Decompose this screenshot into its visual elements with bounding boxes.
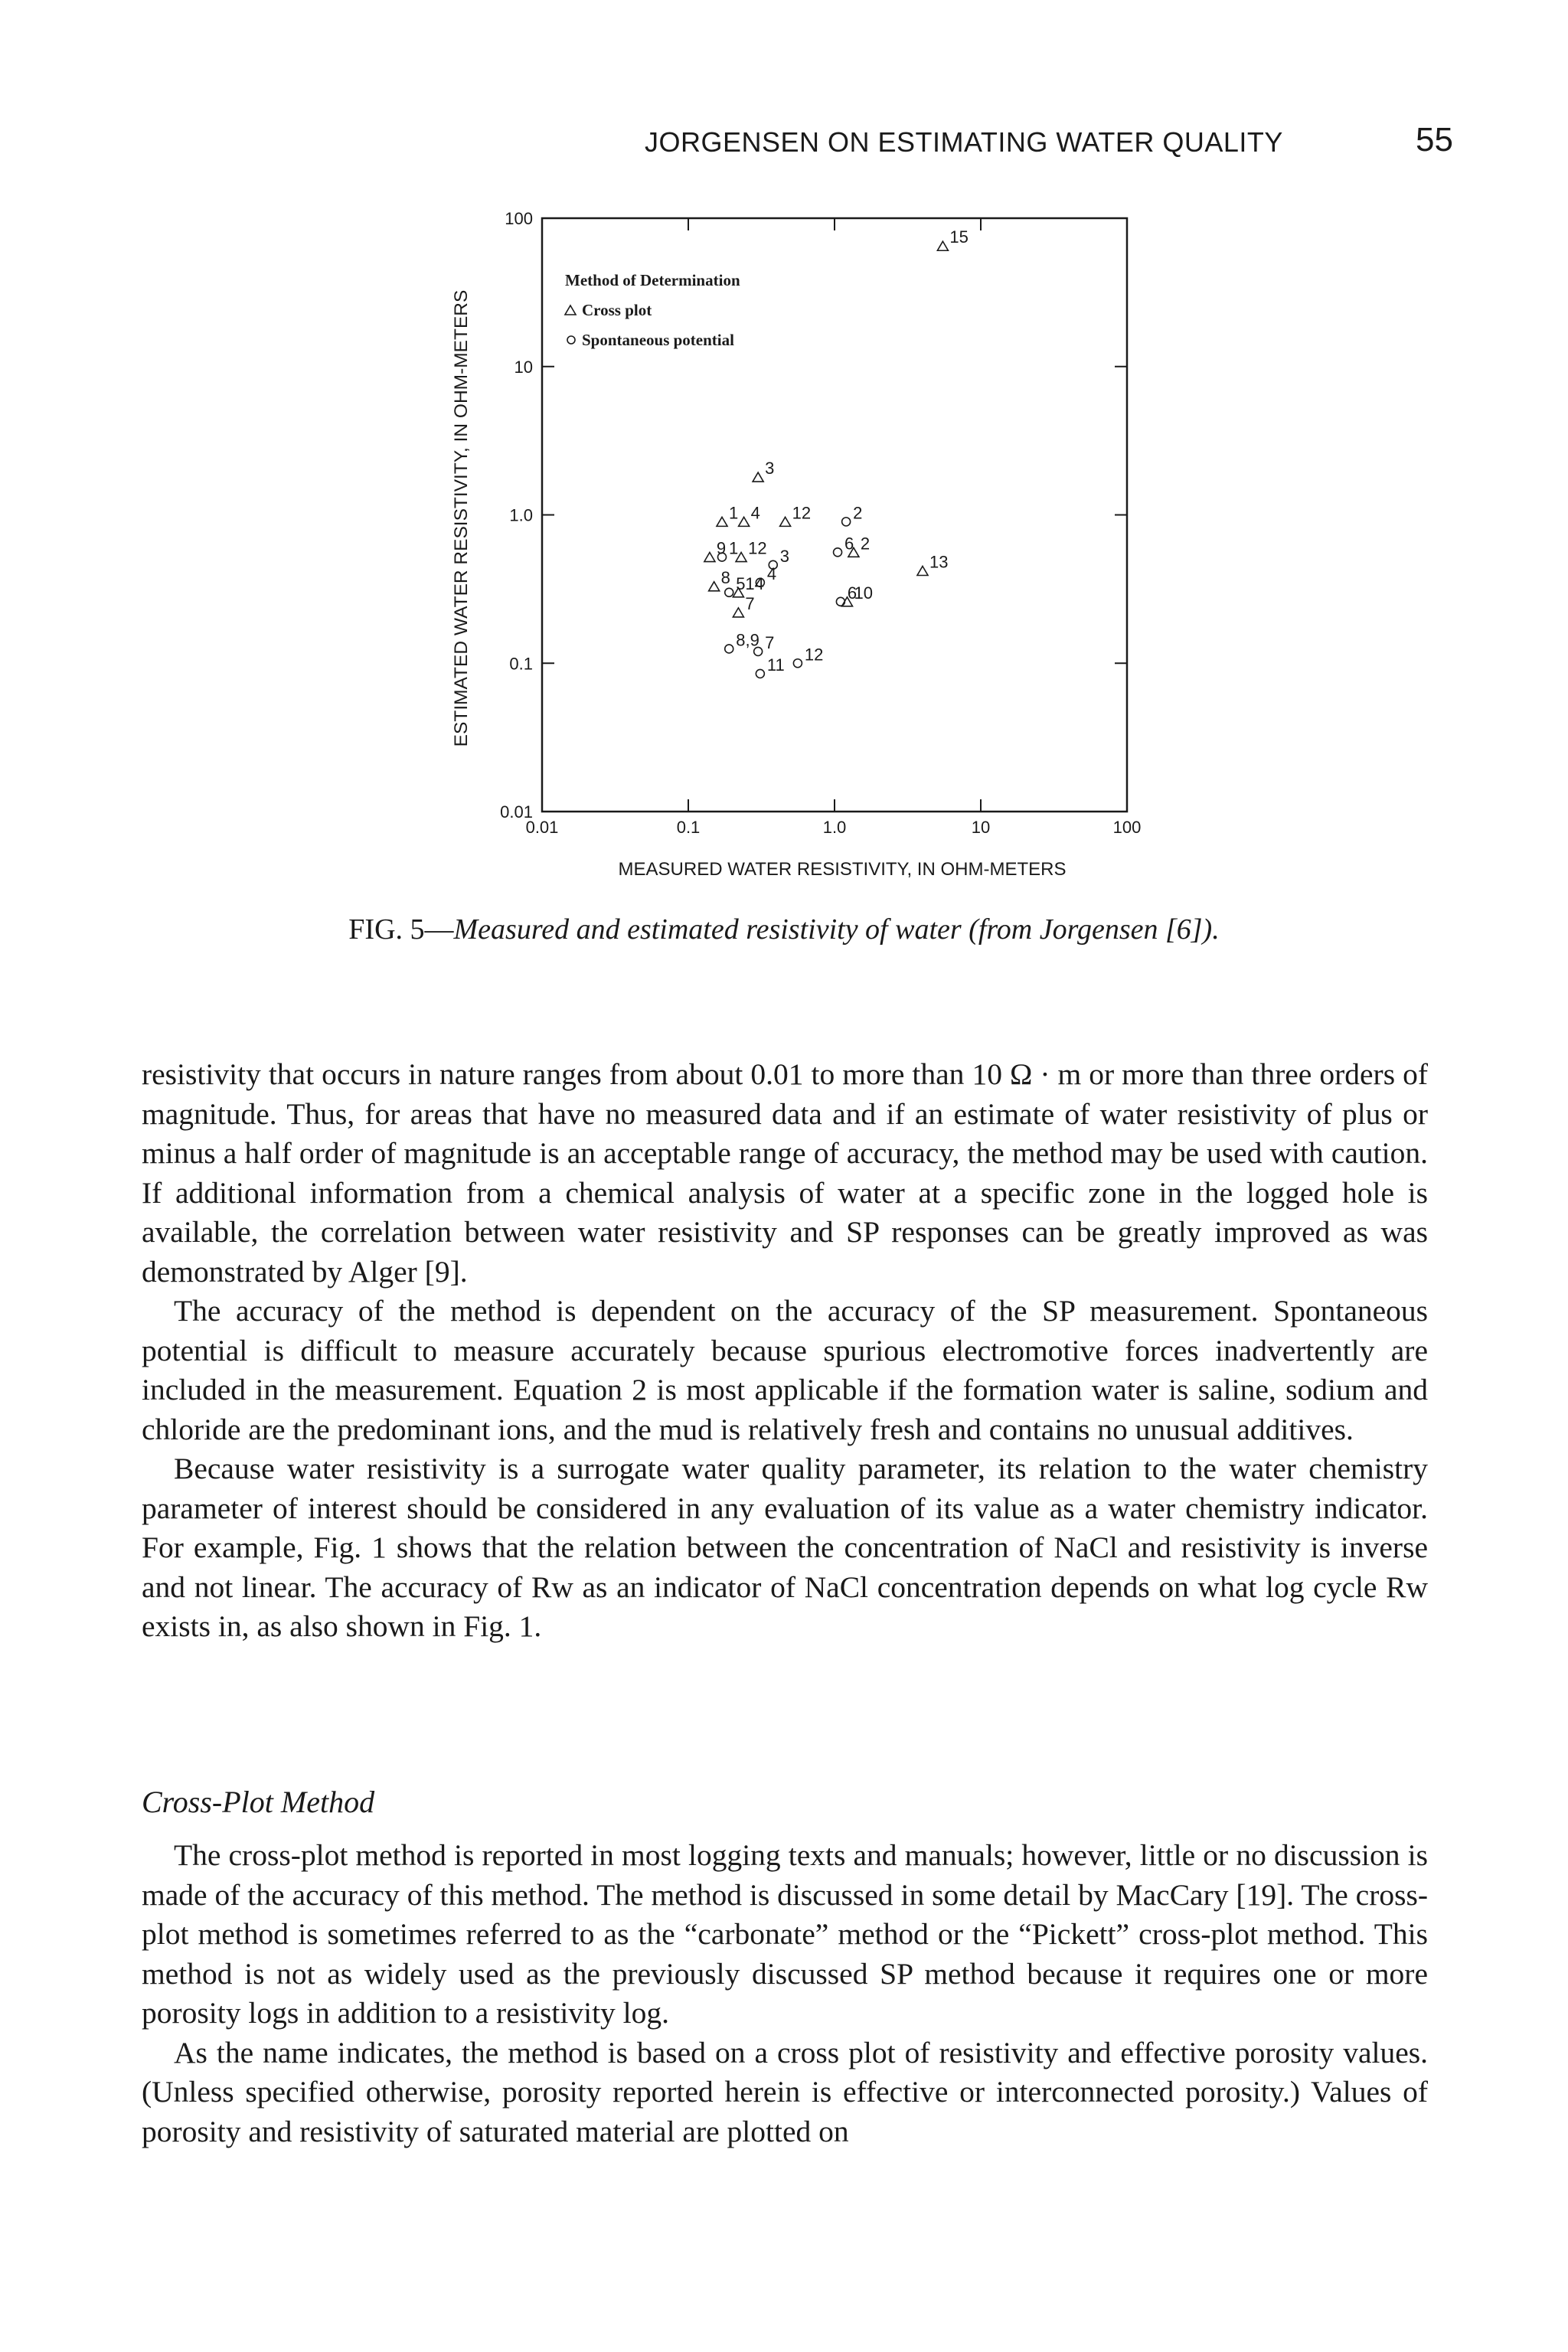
legend-entry-cross-plot: Cross plot bbox=[582, 301, 652, 319]
legend-triangle-icon bbox=[565, 305, 576, 315]
legend-title: Method of Determination bbox=[565, 271, 740, 289]
spontaneous-potential-point bbox=[834, 548, 842, 557]
cross-plot-point bbox=[704, 553, 715, 562]
x-tick-label: 0.01 bbox=[525, 818, 559, 837]
data-points bbox=[704, 227, 969, 678]
figure-caption bbox=[0, 913, 1568, 946]
point-label: 1 bbox=[729, 503, 739, 523]
paragraph: Because water resistivity is a surrogate water quality parameter, its relation to the water chemistry parameter of interest should be considered in any evaluation of its value as a water chemistry indicator. For example, Fig. 1 shows that the relation between the concentration of NaCl and resistivity is inverse and not linear. The accuracy of Rw as an indicator of NaCl concentration depends on what log cycle Rw exists in, as also shown in Fig. 1. bbox=[142, 1452, 1428, 1643]
x-tick-label: 10 bbox=[971, 818, 991, 837]
spontaneous-potential-point bbox=[756, 669, 764, 678]
point-label: 12 bbox=[804, 645, 824, 665]
paragraph: As the name indicates, the method is based on a cross plot of resistivity and effective porosity values. (Unless specified otherwise, porosity reported herein is effective or interconnected porosity.) Values of porosity and resistivity of saturated material are plotted on bbox=[142, 2035, 1428, 2148]
cross-plot-point bbox=[717, 517, 727, 526]
x-tick-label: 1.0 bbox=[822, 818, 847, 837]
y-axis-label: ESTIMATED WATER RESISTIVITY, IN OHM-METERS bbox=[451, 289, 472, 747]
cross-plot-point bbox=[780, 517, 791, 526]
point-label: 12 bbox=[748, 538, 767, 558]
point-label: 3 bbox=[765, 459, 775, 479]
legend bbox=[565, 271, 740, 349]
point-label: 10 bbox=[854, 583, 873, 603]
x-tick-label: 100 bbox=[1112, 818, 1142, 837]
point-label: 6 bbox=[844, 534, 854, 554]
point-label: 8,9 bbox=[736, 630, 760, 650]
legend-circle-icon bbox=[567, 336, 575, 344]
cross-plot-point bbox=[937, 241, 948, 250]
caption-text: Measured and estimated resistivity of water (from Jorgensen [6]). bbox=[453, 913, 1220, 946]
point-label: 9 bbox=[716, 538, 727, 558]
figure-5 bbox=[429, 203, 1194, 903]
x-axis-label: MEASURED WATER RESISTIVITY, IN OHM-METERS bbox=[618, 859, 1067, 880]
point-label: 6 bbox=[847, 583, 858, 603]
point-label: 11 bbox=[766, 655, 785, 675]
spontaneous-potential-point bbox=[725, 588, 733, 596]
y-tick-label: 100 bbox=[505, 209, 533, 228]
y-tick-label: 0.01 bbox=[500, 802, 533, 822]
point-label: 4 bbox=[750, 503, 760, 523]
point-label: 5 bbox=[736, 573, 746, 593]
point-label: 2 bbox=[860, 534, 871, 554]
cross-plot-point bbox=[917, 566, 928, 575]
point-label: 3 bbox=[779, 546, 789, 566]
spontaneous-potential-point bbox=[725, 645, 733, 653]
y-tick-label: 1.0 bbox=[509, 505, 533, 525]
spontaneous-potential-point bbox=[836, 597, 844, 606]
cross-plot-point bbox=[753, 472, 763, 482]
resistivity-scatter-chart bbox=[429, 203, 1194, 900]
point-label: 14 bbox=[745, 573, 764, 593]
point-label: 4 bbox=[766, 564, 777, 583]
body-text-lower bbox=[142, 1836, 1428, 2151]
caption-label: FIG. 5— bbox=[348, 913, 454, 946]
point-label: 1 bbox=[729, 538, 739, 558]
point-label: 7 bbox=[765, 632, 775, 652]
y-tick-label: 0.1 bbox=[509, 654, 533, 674]
paragraph: The accuracy of the method is dependent on the accuracy of the SP measurement. Spontaneous potential is difficult to measure accurately because spurious electromotive forces inadvertently are included in the measurement. Equation 2 is most applicable if the formation water is saline, sodium and chloride are the predominant ions, and the mud is relatively fresh and contains no unusual additives. bbox=[142, 1294, 1428, 1446]
paragraph: resistivity that occurs in nature ranges from about 0.01 to more than 10 Ω · m or more than three orders of magnitude. Thus, for areas that have no measured data and if an estimate of water resistivity of plus or minus a half order of magnitude is an acceptable range of accuracy, the method may be used with caution. If additional information from a chemical analysis of water at a specific zone in the logged hole is available, the correlation between water resistivity and SP responses can be greatly improved as was demonstrated by Alger [9]. bbox=[142, 1057, 1428, 1289]
paragraph: The cross-plot method is reported in most logging texts and manuals; however, little or no discussion is made of the accuracy of this method. The method is discussed in some detail by MacCary [19]. The cross-plot method is sometimes referred to as the “carbonate” method or the “Pickett” cross-plot method. This method is not as widely used as the previously discussed SP method because it requires one or more porosity logs in addition to a resistivity log. bbox=[142, 1838, 1428, 2030]
cross-plot-point bbox=[739, 517, 750, 526]
point-label: 15 bbox=[949, 227, 969, 247]
spontaneous-potential-point bbox=[793, 659, 802, 668]
spontaneous-potential-point bbox=[842, 518, 851, 526]
running-title: JORGENSEN ON ESTIMATING WATER QUALITY bbox=[645, 126, 1283, 158]
point-label: 2 bbox=[853, 503, 863, 523]
y-tick-label: 10 bbox=[514, 357, 533, 377]
point-label: 7 bbox=[745, 593, 755, 613]
cross-plot-point bbox=[709, 582, 720, 591]
page-number: 55 bbox=[1416, 121, 1453, 158]
x-tick-label: 0.1 bbox=[676, 818, 701, 837]
point-label: 12 bbox=[792, 503, 812, 523]
point-label: 8 bbox=[720, 567, 730, 587]
section-heading: Cross-Plot Method bbox=[142, 1785, 375, 1819]
point-label: 13 bbox=[929, 552, 949, 572]
body-text-upper bbox=[142, 1055, 1428, 1647]
legend-entry-spontaneous-potential: Spontaneous potential bbox=[582, 331, 734, 349]
cross-plot-point bbox=[733, 608, 743, 617]
